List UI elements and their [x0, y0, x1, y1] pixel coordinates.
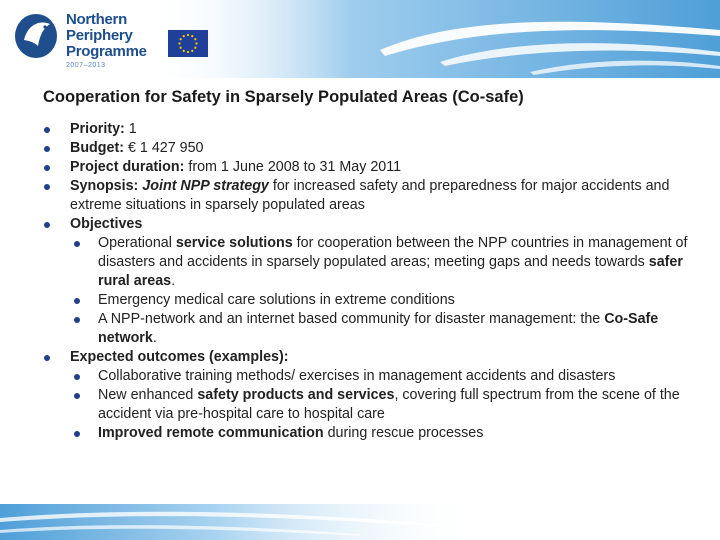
bullet-icon: [74, 374, 80, 380]
item-label: Synopsis:: [70, 178, 139, 194]
footer-swoosh-graphic: [0, 504, 720, 540]
list-item-duration: [44, 158, 694, 177]
bullet-icon: [44, 184, 50, 190]
sub-emphasis: safety products and services: [197, 387, 395, 403]
sub-text: Operational: [98, 235, 176, 251]
logo-wordmark: [66, 12, 147, 60]
eu-star-icon: [194, 38, 196, 40]
eu-star-icon: [183, 35, 185, 37]
item-label: Priority:: [70, 121, 125, 137]
bullet-icon: [44, 165, 50, 171]
item-label: Project duration:: [70, 159, 185, 175]
list-item-synopsis: [44, 177, 694, 215]
sub-text: , covering full spectrum from the scene of the accident via pre-hospital care to hospital care: [98, 387, 680, 422]
list-item-objectives: [44, 215, 694, 234]
sub-emphasis: service solutions: [175, 235, 293, 251]
list-item-budget: [44, 139, 694, 158]
sub-item-objective-1: [44, 234, 694, 291]
sub-text: A NPP-network and an internet based community for disaster management: the: [98, 311, 605, 327]
bullet-icon: [74, 317, 80, 323]
bullet-icon: [74, 393, 80, 399]
sub-text: .: [152, 330, 157, 346]
eu-star-icon: [194, 47, 196, 49]
sub-item-outcome-1: [44, 367, 694, 386]
bullet-icon: [74, 431, 80, 437]
bullet-icon: [44, 127, 50, 133]
bullet-icon: [74, 241, 80, 247]
sub-emphasis: Improved remote communication: [98, 425, 324, 441]
sub-text: Collaborative training methods/ exercises in management accidents and disasters: [98, 368, 616, 384]
sub-item-outcome-2: [44, 386, 694, 424]
item-label: Expected outcomes (examples):: [70, 349, 289, 365]
slide-title: Cooperation for Safety in Sparsely Populated Areas (Co-safe): [43, 88, 524, 106]
sub-text: during rescue processes: [323, 425, 484, 441]
logo-line-2: Periphery: [66, 27, 133, 44]
sub-text: New enhanced: [98, 387, 198, 403]
eu-star-icon: [183, 50, 185, 52]
eu-star-icon: [180, 38, 182, 40]
list-item-outcomes: [44, 348, 694, 367]
logo-line-1: Northern: [66, 11, 127, 28]
eu-star-icon: [191, 50, 193, 52]
eu-star-icon: [191, 35, 193, 37]
eu-star-icon: [187, 51, 189, 53]
eu-star-icon: [187, 34, 189, 36]
sub-text: Emergency medical care solutions in extreme conditions: [98, 292, 455, 308]
item-value: from 1 June 2008 to 31 May 2011: [184, 159, 402, 175]
sub-item-objective-2: [44, 291, 694, 310]
header-banner: [0, 0, 720, 78]
bullet-icon: [44, 146, 50, 152]
logo-years: 2007–2013: [66, 62, 106, 69]
sub-item-outcome-3: [44, 424, 694, 443]
eu-star-icon: [178, 42, 180, 44]
item-emphasis: Joint NPP strategy: [138, 178, 269, 194]
item-label: Budget:: [70, 140, 124, 156]
slide-content: [44, 120, 694, 443]
item-value: for increased safety and preparedness for major accidents and extreme situations in sparsely populated areas: [70, 178, 670, 213]
item-label: Objectives: [70, 216, 143, 232]
bullet-icon: [74, 298, 80, 304]
sub-item-objective-3: [44, 310, 694, 348]
eu-flag-icon: [168, 30, 208, 57]
sub-text: .: [171, 273, 176, 289]
eu-star-icon: [180, 47, 182, 49]
list-item-priority: [44, 120, 694, 139]
sub-text: for cooperation between the NPP countries in management of disasters and accidents in sparsely populated areas; meeting gaps and needs towards: [98, 235, 688, 270]
sub-emphasis: safer rural areas: [98, 254, 683, 289]
header-swoosh-graphic: [150, 0, 720, 78]
bullet-icon: [44, 355, 50, 361]
programme-logo: [10, 8, 150, 74]
bullet-icon: [44, 222, 50, 228]
eu-star-icon: [195, 42, 197, 44]
sub-emphasis: Co-Safe network: [98, 311, 659, 346]
item-value: € 1 427 950: [124, 140, 204, 156]
item-value: 1: [124, 121, 137, 137]
logo-line-3: Programme: [66, 43, 147, 60]
bird-icon: [14, 10, 60, 60]
